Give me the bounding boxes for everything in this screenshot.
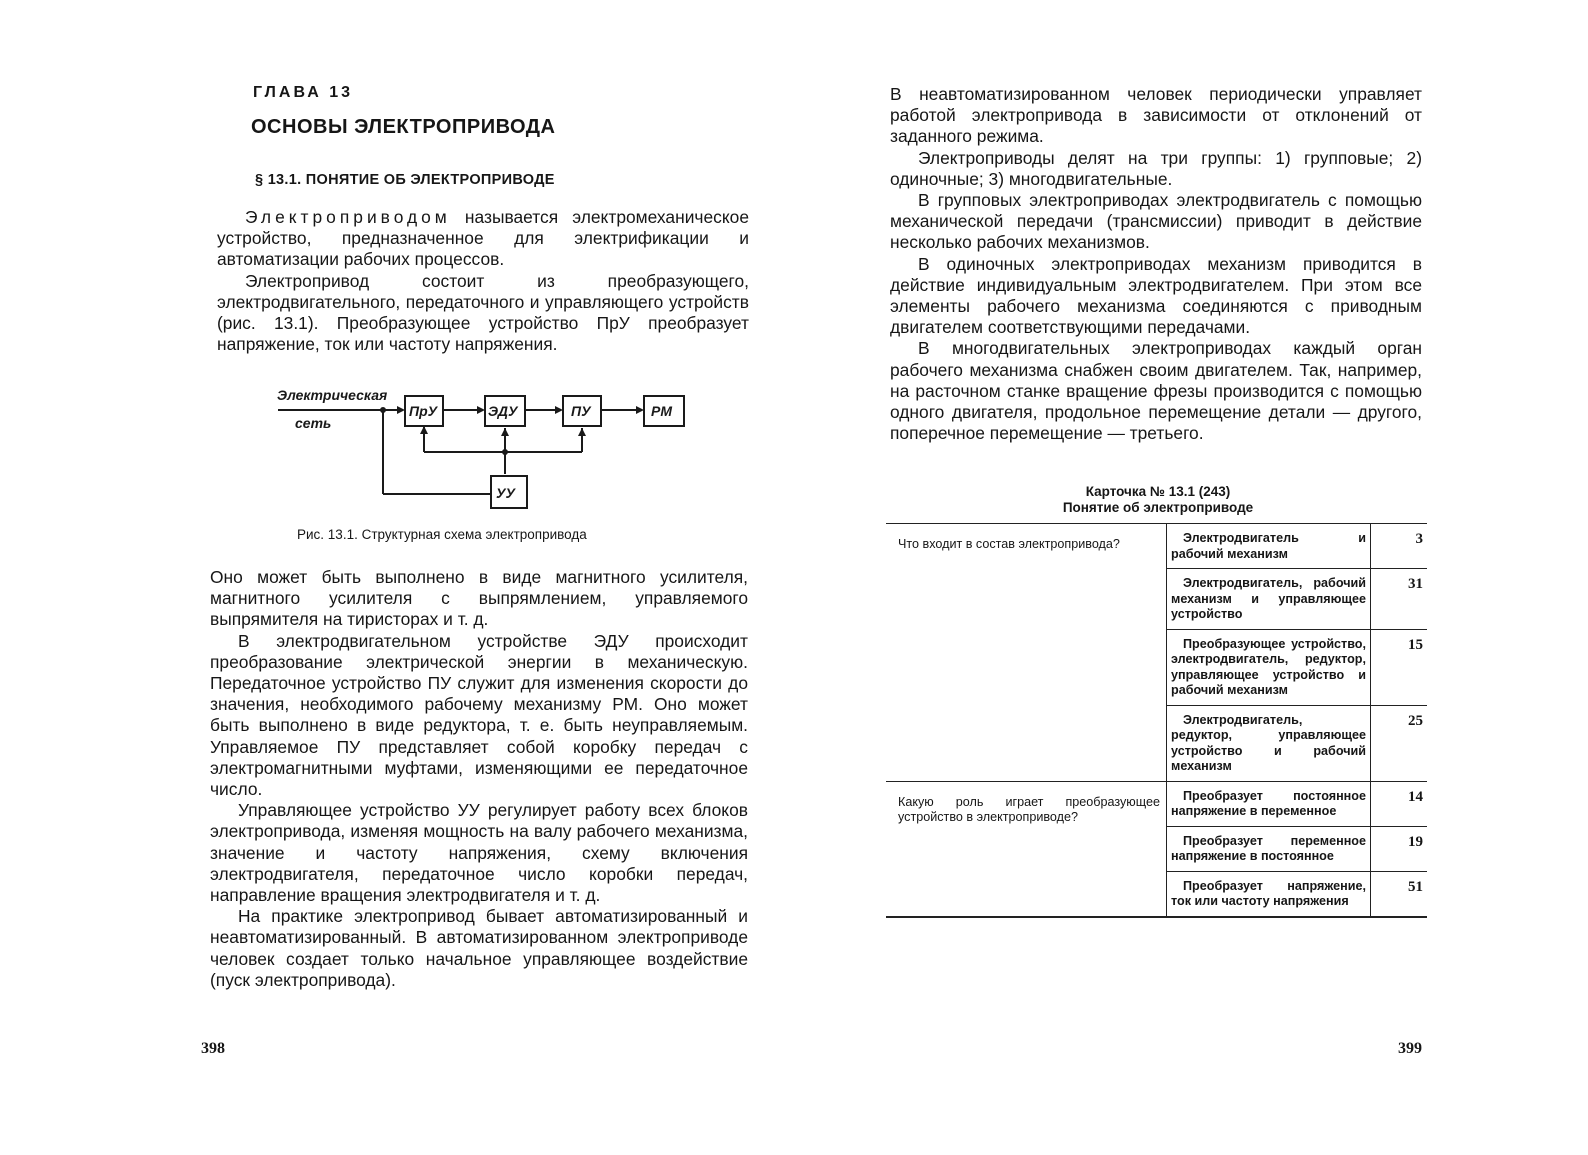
answer-code: 25	[1371, 705, 1428, 781]
answer-code: 3	[1371, 524, 1428, 569]
intro-rest: называется электромеханическое устройство, предназначенное для электрификации и автоматизации рабочих процессов.	[217, 207, 749, 270]
card-subtitle: Понятие об электроприводе	[1062, 500, 1254, 515]
structure-diagram	[273, 378, 693, 518]
answer-cell[interactable]	[1167, 826, 1371, 871]
paragraph: Управляющее устройство УУ регулирует работу всех блоков электропривода, изменяя мощность на валу рабочего механизма, значение и частоту напряжения, схему включения электродвигателя, передаточное число коробки передач, направление вращения электродвигателя и т. д.	[210, 800, 748, 906]
paragraph	[217, 207, 749, 271]
paragraph: Электроприводы делят на три группы: 1) групповые; 2) одиночные; 3) многодвигательные.	[890, 147, 1422, 189]
question-cell	[886, 781, 1167, 917]
page-number: 399	[1398, 1040, 1422, 1057]
table-row	[886, 781, 1427, 826]
block-pru: ПрУ	[409, 403, 438, 419]
answer-text: Преобразует переменное напряжение в постоянное	[1171, 833, 1366, 863]
block-uu: УУ	[496, 485, 515, 501]
section-title: § 13.1. ПОНЯТИЕ ОБ ЭЛЕКТРОПРИВОДЕ	[255, 172, 555, 188]
label-source-2: сеть	[295, 415, 332, 431]
answer-cell[interactable]	[1167, 629, 1371, 705]
paragraph: В одиночных электроприводах механизм приводится в действие индивидуальным электродвигателем. При этом все элементы рабочего механизма соединяются с приводным двигателем соответствующими передачами.	[890, 253, 1422, 338]
chapter-title: ОСНОВЫ ЭЛЕКТРОПРИВОДА	[251, 116, 556, 138]
block-pu: ПУ	[571, 403, 591, 419]
answer-code: 19	[1371, 826, 1428, 871]
answer-code: 51	[1371, 871, 1428, 917]
intro-text	[217, 207, 749, 355]
answer-text: Электродвигатель, редуктор, управляющее устройство и рабочий механизм	[1171, 712, 1366, 773]
diagram-svg	[273, 378, 693, 518]
answer-cell[interactable]	[1167, 705, 1371, 781]
question-cell	[886, 524, 1167, 782]
answer-cell[interactable]	[1167, 871, 1371, 917]
answer-cell[interactable]	[1167, 569, 1371, 630]
paragraph: В неавтоматизированном человек периодически управляет работой электропривода в зависимости от отклонений от заданного режима.	[890, 84, 1422, 147]
body-text	[890, 84, 1422, 444]
card-heading	[890, 484, 1426, 516]
card-title: Карточка № 13.1 (243)	[1085, 484, 1231, 499]
figure-caption: Рис. 13.1. Структурная схема электропривода	[297, 527, 587, 542]
answer-code: 15	[1371, 629, 1428, 705]
answer-text: Преобразует постоянное напряжение в переменное	[1171, 788, 1366, 818]
block-rm: РМ	[651, 403, 672, 419]
paragraph: Электропривод состоит из преобразующего, электродвигательного, передаточного и управляющего устройств (рис. 13.1). Преобразующее устройство ПрУ преобразует напряжение, ток или частоту напряжения.	[217, 270, 749, 355]
paragraph: В многодвигательных электроприводах каждый орган рабочего механизма снабжен своим двигателем. Так, например, на расточном станке вращение фрезы производится с помощью одного двигателя, продольное перемещение детали — другого, поперечное перемещение — третьего.	[890, 338, 1422, 444]
answer-text: Преобразует напряжение, ток или частоту напряжения	[1171, 878, 1366, 908]
answer-cell[interactable]	[1167, 524, 1371, 569]
paragraph: В групповых электроприводах электродвигатель с помощью механической передачи (трансмиссии) приводит в действие несколько рабочих механизмов.	[890, 190, 1422, 253]
card-table	[886, 523, 1427, 918]
paragraph: Оно может быть выполнено в виде магнитного усилителя, магнитного усилителя с выпрямлением, управляемого выпрямителя на тиристорах и т. д.	[210, 567, 748, 630]
table-row	[886, 524, 1427, 569]
chapter-label: ГЛАВА 13	[253, 84, 354, 101]
answer-code: 14	[1371, 781, 1428, 826]
question-text: Что входит в состав электропривода?	[898, 537, 1120, 551]
answer-code: 31	[1371, 569, 1428, 630]
answer-text: Электродвигатель и рабочий механизм	[1171, 531, 1366, 561]
page-number: 398	[201, 1040, 225, 1057]
answer-cell[interactable]	[1167, 781, 1371, 826]
paragraph: В электродвигательном устройстве ЭДУ происходит преобразование электрической энергии в механическую. Передаточное устройство ПУ служит для изменения скорости до значения, необходимого рабочему механизму РМ. Оно может быть выполнено в виде редуктора, т. е. быть неуправляемым. Управляемое ПУ представляет собой коробку передач с электромагнитными муфтами, изменяющими ее передаточное число.	[210, 630, 748, 800]
label-source-1: Электрическая	[277, 387, 388, 403]
paragraph: На практике электропривод бывает автоматизированный и неавтоматизированный. В автоматизированном электроприводе человек создает только начальное управляющее воздействие (пуск электропривода).	[210, 906, 748, 990]
body-text	[210, 567, 748, 991]
block-edu: ЭДУ	[488, 403, 518, 419]
term-electroprivod: Электроприводом	[245, 207, 451, 227]
answer-text: Электродвигатель, рабочий механизм и управляющее устройство	[1171, 576, 1366, 621]
question-text: Какую роль играет преобразующее устройство в электроприводе?	[898, 794, 1160, 824]
answer-text: Преобразующее устройство, электродвигатель, редуктор, управляющее устройство и рабочий механизм	[1171, 636, 1366, 697]
